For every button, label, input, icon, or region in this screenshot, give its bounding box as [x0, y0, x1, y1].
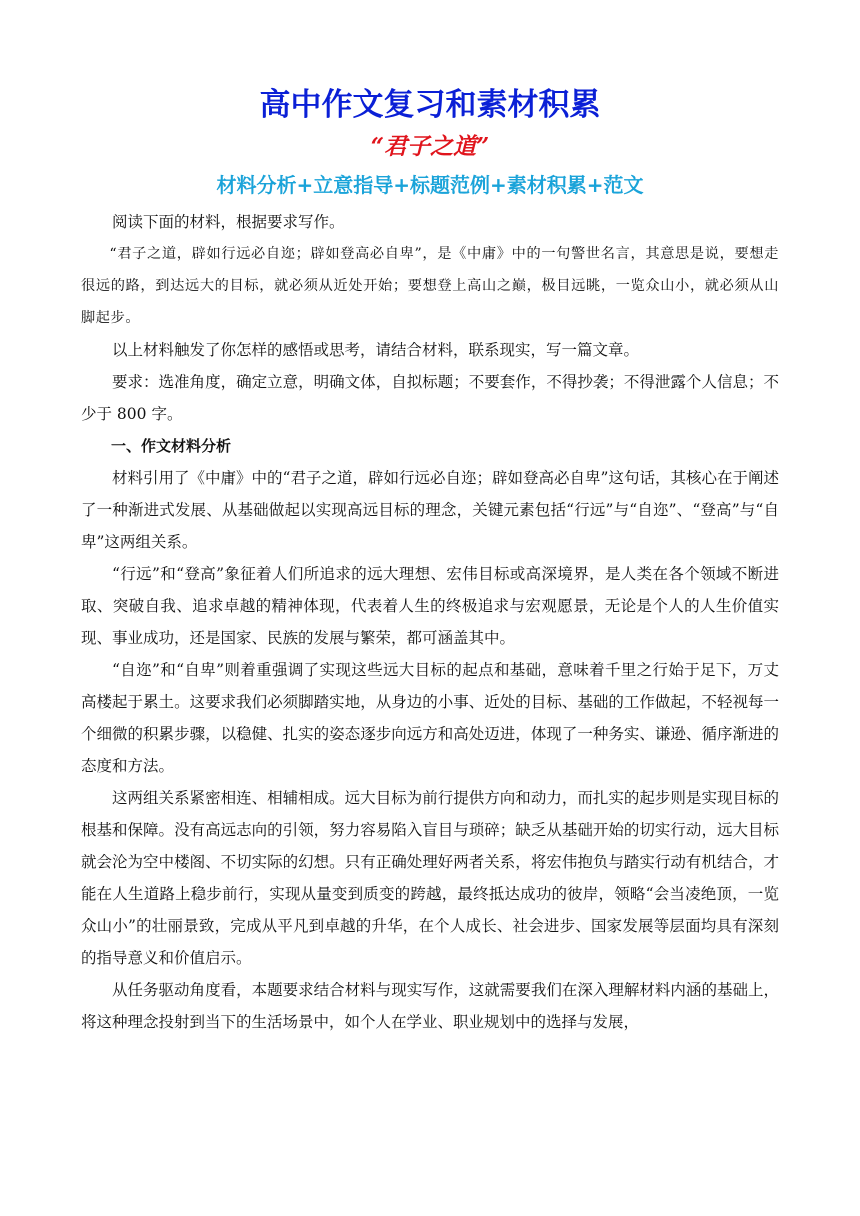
document-title: 高中作文复习和素材积累: [259, 87, 601, 123]
analysis-paragraph: 这两组关系紧密相连、相辅相成。远大目标为前行提供方向和动力，而扎实的起步则是实现目标的根基和保障。没有高远志向的引领，努力容易陷入盲目与琐碎；缺乏从基础开始的切实行动，远大目标就会沦为空中楼阁、不切实际的幻想。只有正确处理好两者关系，将宏伟抱负与踏实行动有机结合，才能在人生道路上稳步前行，实现从量变到质变的跨越，最终抵达成功的彼岸，领略“会当凌绝顶，一览众山小”的壮丽景致，完成从平凡到卓越的升华，在个人成长、社会进步、国家发展等层面均具有深刻的指导意义和价值启示。: [81, 789, 779, 967]
intro-paragraph: 阅读下面的材料，根据要求写作。: [112, 213, 345, 231]
document-subtitle: “君子之道”: [370, 133, 490, 160]
prompt-paragraph: 以上材料触发了你怎样的感悟或思考，请结合材料，联系现实，写一篇文章。: [112, 341, 640, 359]
analysis-paragraph: 从任务驱动角度看，本题要求结合材料与现实写作，这就需要我们在深入理解材料内涵的基础上，将这种理念投射到当下的生活场景中，如个人在学业、职业规划中的选择与发展，: [81, 981, 779, 1031]
analysis-paragraph: “行远”和“登高”象征着人们所追求的远大理想、宏伟目标或高深境界，是人类在各个领域不断进取、突破自我、追求卓越的精神体现，代表着人生的终极追求与宏观愿景，无论是个人的人生价值实现、事业成功，还是国家、民族的发展与繁荣，都可涵盖其中。: [81, 565, 779, 647]
section-heading: 一、作文材料分析: [111, 437, 232, 455]
document-page: [81, 80, 779, 1038]
quote-paragraph: “君子之道，辟如行远必自迩；辟如登高必自卑”，是《中庸》中的一句警世名言，其意思是说，要想走很远的路，到达远大的目标，就必须从近处开始；要想登上高山之巅，极目远眺，一览众山小，就必须从山脚起步。: [81, 246, 779, 326]
requirement-paragraph: 要求：选准角度，确定立意，明确文体，自拟标题；不要套作，不得抄袭；不得泄露个人信息；不少于 800 字。: [81, 373, 779, 423]
analysis-paragraph: “自迩”和“自卑”则着重强调了实现这些远大目标的起点和基础，意味着千里之行始于足下，万丈高楼起于累土。这要求我们必须脚踏实地，从身边的小事、近处的目标、基础的工作做起，不轻视每一个细微的积累步骤，以稳健、扎实的姿态逐步向远方和高处迈进，体现了一种务实、谦逊、循序渐进的态度和方法。: [81, 661, 779, 775]
document-tagline: 材料分析+立意指导+标题范例+素材积累+范文: [216, 173, 644, 197]
analysis-paragraph: 材料引用了《中庸》中的“君子之道，辟如行远必自迩；辟如登高必自卑”这句话，其核心在于阐述了一种渐进式发展、从基础做起以实现高远目标的理念，关键元素包括“行远”与“自迩”、“登高”与“自卑”这两组关系。: [81, 469, 779, 551]
